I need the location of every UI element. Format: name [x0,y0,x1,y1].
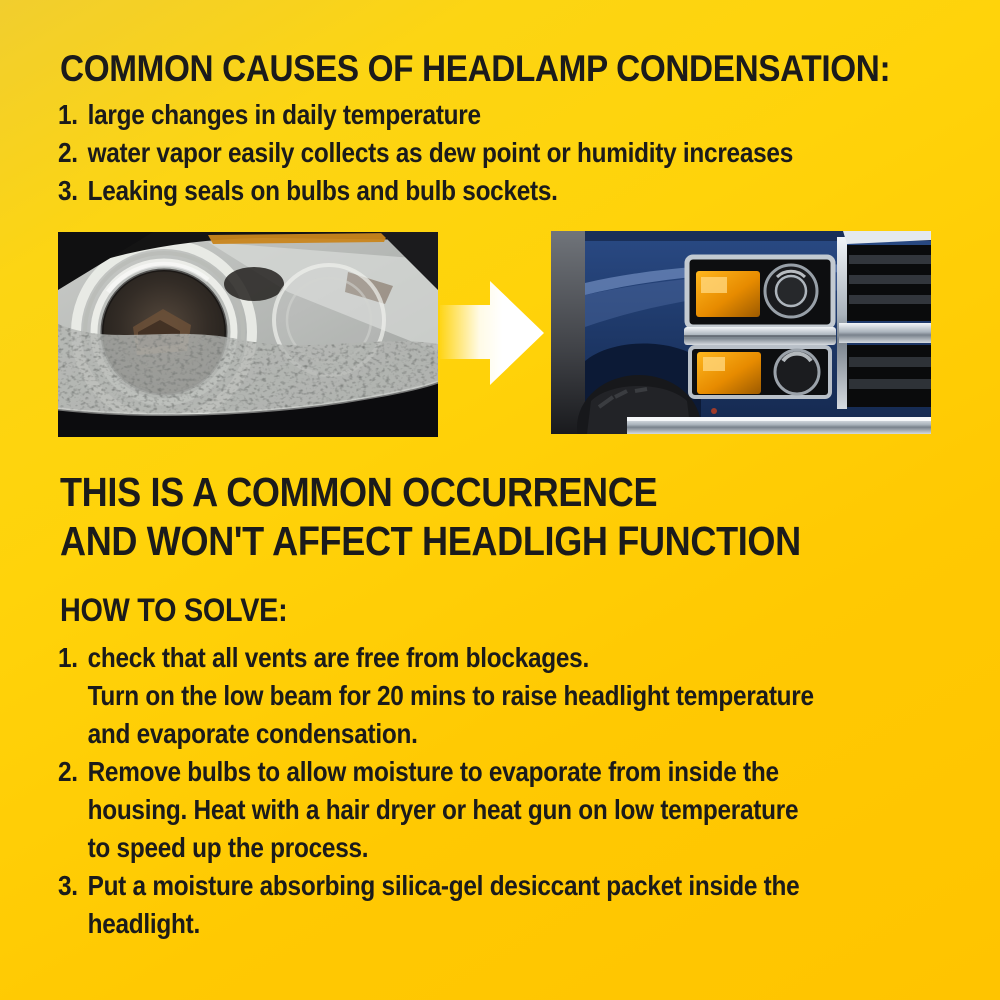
statement-heading [60,468,801,566]
list-line: housing. Heat with a hair dryer or heat gun on low temperature [87,794,799,825]
list-text: water vapor easily collects as dew point or humidity increases [87,137,794,168]
list-number: 1. [58,642,78,673]
list-number: 3. [58,175,78,206]
statement-line-2: AND WON'T AFFECT HEADLIGH FUNCTION [60,518,801,564]
list-number: 1. [58,99,78,130]
how-to-solve-heading: HOW TO SOLVE: [60,592,288,628]
list-item [58,753,814,867]
list-item [58,172,793,210]
list-text: large changes in daily temperature [87,99,481,130]
list-item [58,867,814,943]
right-arrow-icon [440,279,546,387]
list-line: Put a moisture absorbing silica-gel desiccant packet inside the [87,870,800,901]
list-line: and evaporate condensation. [87,718,418,749]
list-number: 2. [58,137,78,168]
page-title: COMMON CAUSES OF HEADLAMP CONDENSATION: [60,48,891,89]
list-text [88,639,814,753]
clear-truck-headlight-photo [551,231,931,434]
list-item [58,134,793,172]
list-line: Remove bulbs to allow moisture to evaporate from inside the [87,756,779,787]
list-line: to speed up the process. [87,832,369,863]
list-line: Turn on the low beam for 20 mins to raise headlight temperature [87,680,814,711]
list-item [58,639,814,753]
list-text [88,753,799,867]
list-text: Leaking seals on bulbs and bulb sockets. [87,175,558,206]
list-number: 2. [58,756,78,787]
statement-line-1: THIS IS A COMMON OCCURRENCE [60,469,658,515]
list-number: 3. [58,870,78,901]
list-text [88,867,800,943]
list-line: headlight. [87,908,201,939]
list-item [58,96,793,134]
condensation-headlight-photo [58,232,438,437]
solve-list [58,639,927,943]
causes-list [58,96,903,210]
list-line: check that all vents are free from blockages. [87,642,589,673]
